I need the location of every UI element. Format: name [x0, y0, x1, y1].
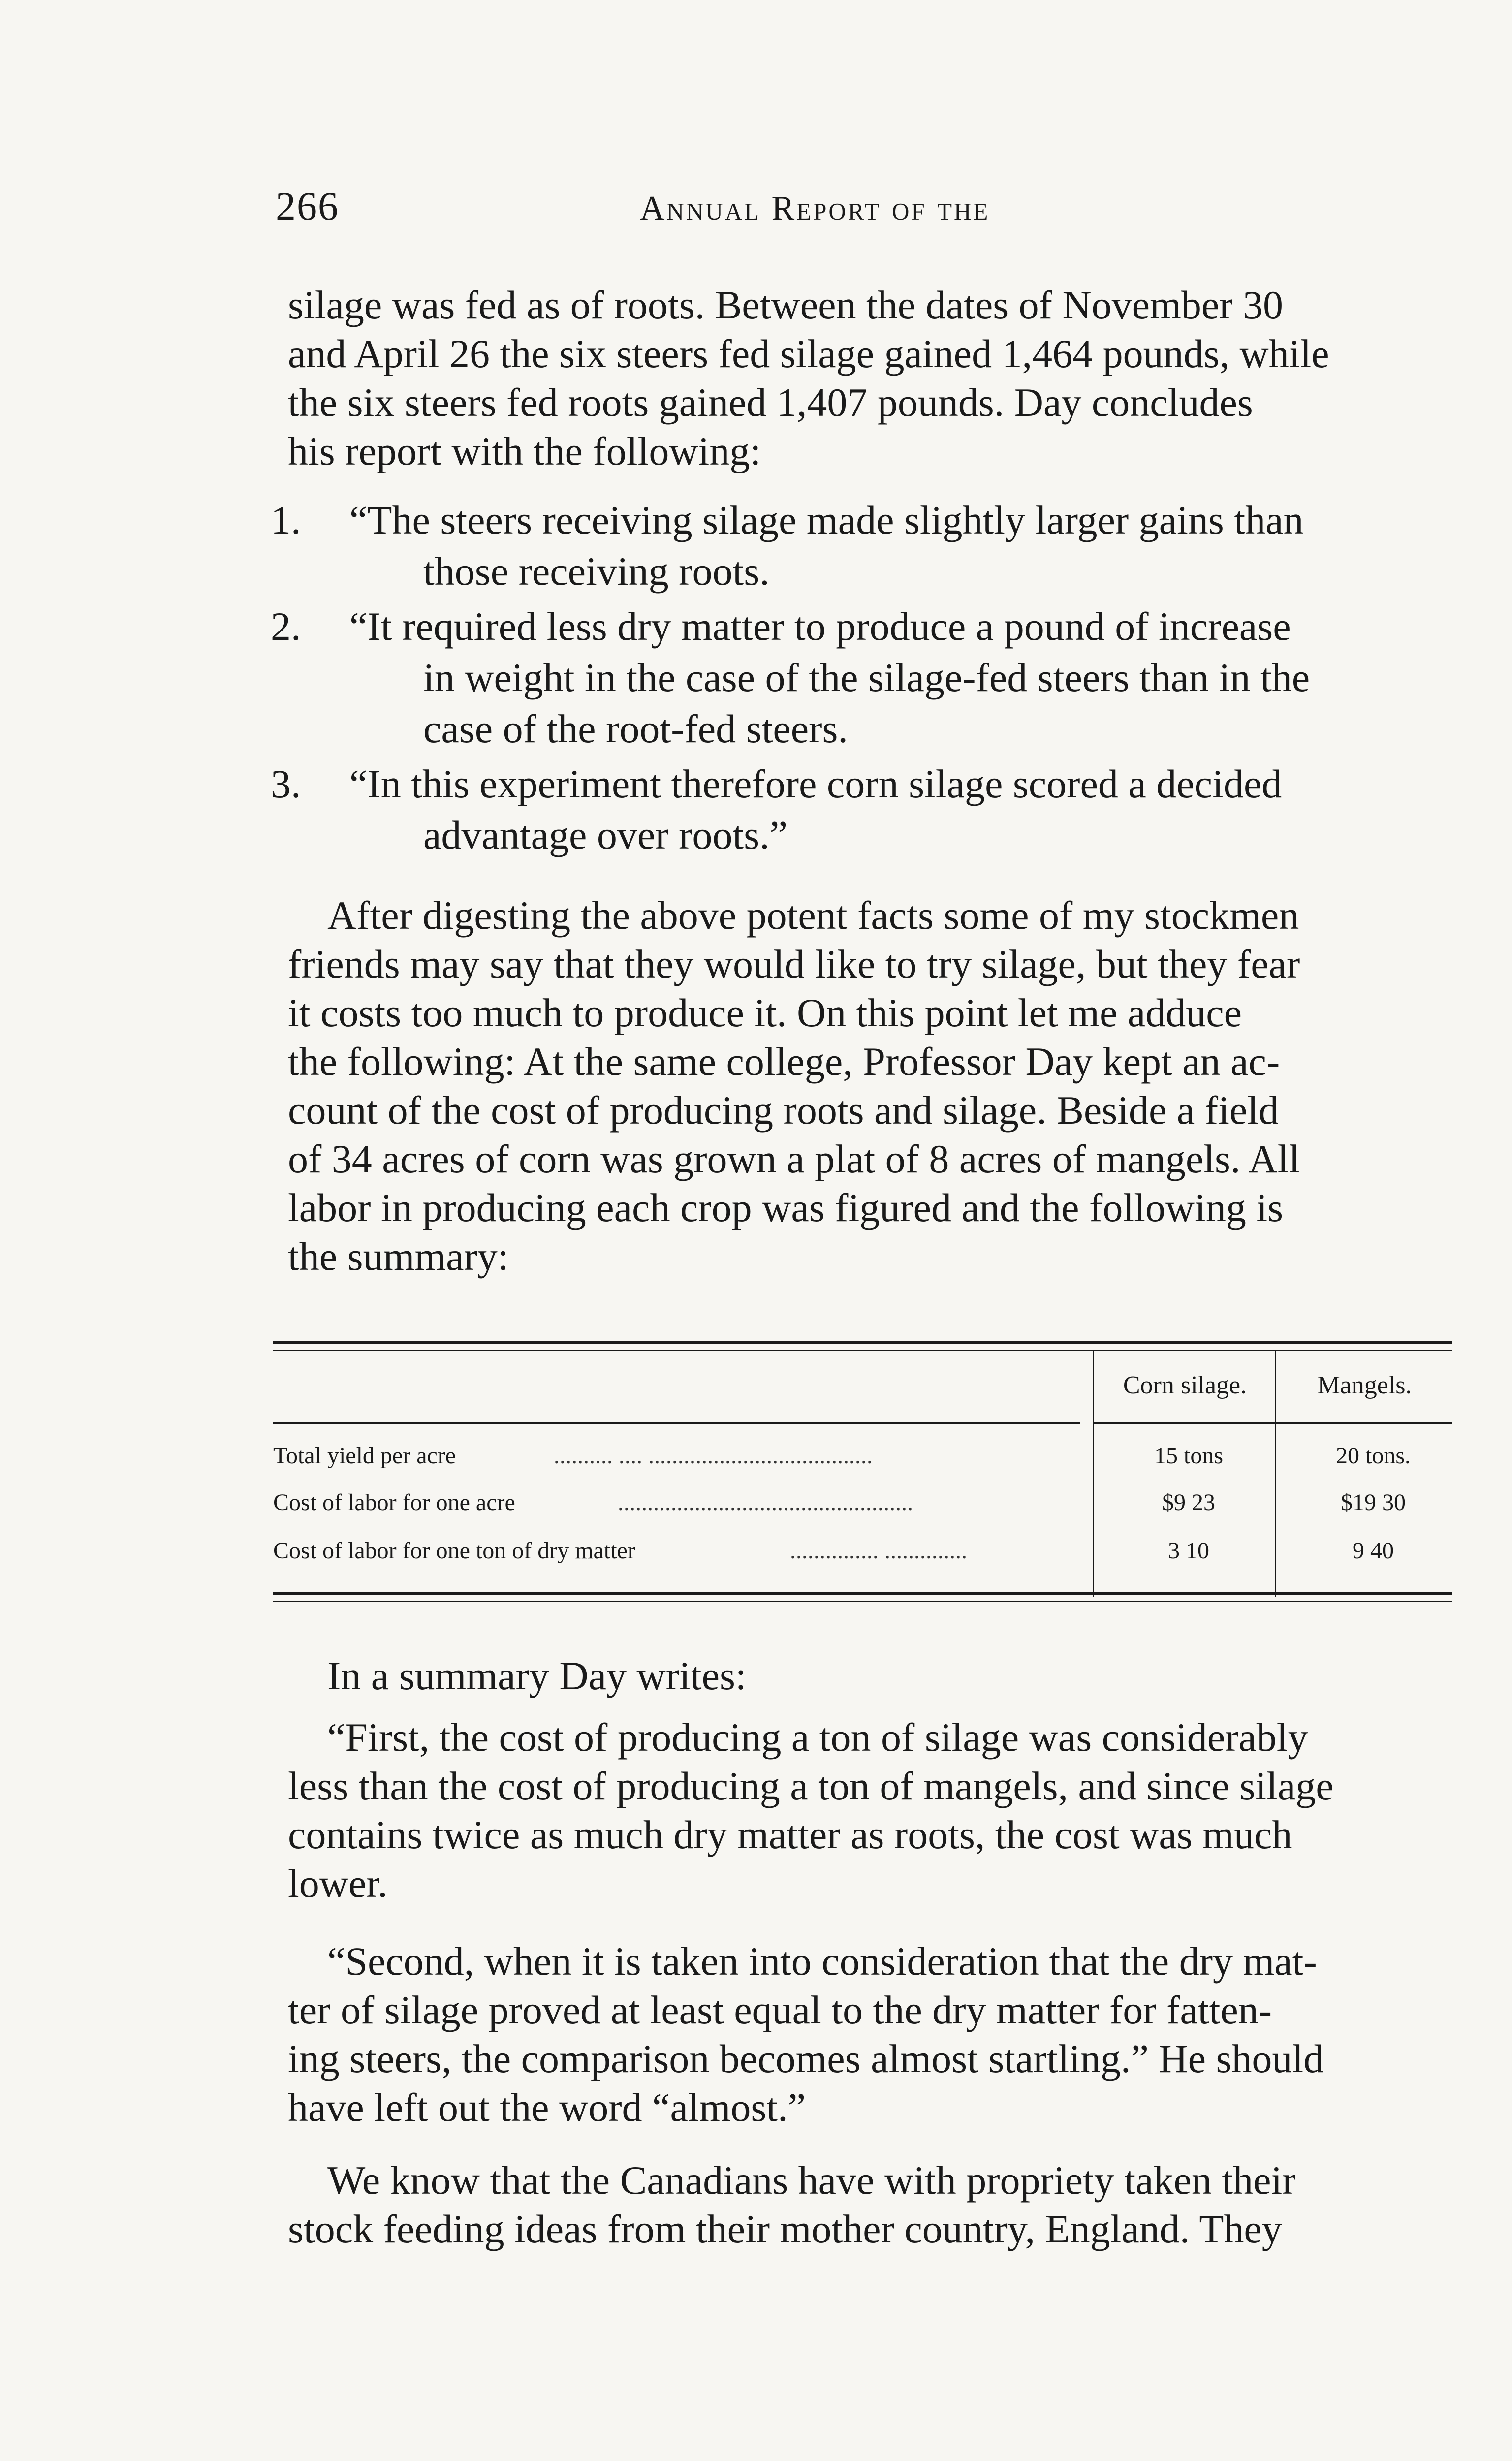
text-line: his report with the following: — [288, 429, 761, 473]
text-line: have left out the word “almost.” — [288, 2085, 806, 2130]
text-line: labor in producing each crop was figured and the following is — [288, 1185, 1284, 1230]
table-top-rule — [273, 1341, 1452, 1351]
table-row — [273, 1537, 1452, 1577]
dot-leader: .......... .... ...................................... — [554, 1443, 873, 1469]
text-line: count of the cost of producing roots and silage. Beside a field — [288, 1088, 1279, 1133]
list-number: 2. — [271, 604, 301, 649]
mangels-value: 9 40 — [1353, 1538, 1394, 1564]
text-line: case of the root-fed steers. — [423, 706, 848, 751]
table-row — [273, 1489, 1452, 1528]
mangels-value: 20 tons. — [1335, 1443, 1411, 1469]
text-line: ter of silage proved at least equal to the dry matter for fatten- — [288, 1988, 1272, 2032]
column-header-corn-silage: Corn silage. — [1123, 1371, 1247, 1399]
text-line: less than the cost of producing a ton of mangels, and since silage — [288, 1764, 1334, 1808]
text-line: “The steers receiving silage made slightly larger gains than — [349, 498, 1304, 542]
list-text — [349, 758, 1462, 861]
text-line: lower. — [288, 1861, 388, 1906]
table-row — [273, 1442, 1452, 1482]
text-line: “First, the cost of producing a ton of silage was considerably — [327, 1715, 1308, 1760]
text-line: and April 26 the six steers fed silage gained 1,464 pounds, while — [288, 331, 1329, 376]
list-item — [266, 601, 1462, 755]
text-line: We know that the Canadians have with propriety taken their — [327, 2158, 1296, 2203]
running-title: Annual Report of the — [640, 189, 990, 227]
dot-leader: ............... .............. — [790, 1538, 967, 1564]
cost-paragraph — [288, 891, 1462, 1281]
corn-silage-value: $9 23 — [1162, 1489, 1215, 1515]
corn-silage-value: 15 tons — [1154, 1443, 1223, 1469]
text-line: those receiving roots. — [423, 549, 770, 594]
second-quote-paragraph — [288, 1937, 1462, 2132]
text-line: of 34 acres of corn was grown a plat of 8 acres of mangels. All — [288, 1136, 1300, 1181]
running-head — [276, 183, 1462, 237]
cost-summary-table — [273, 1341, 1452, 1612]
page-number: 266 — [276, 184, 339, 228]
list-item — [266, 495, 1462, 597]
text-line: ing steers, the comparison becomes almost startling.” He should — [288, 2036, 1324, 2081]
row-label: Cost of labor for one acre — [273, 1489, 515, 1515]
closing-paragraph — [288, 2156, 1462, 2253]
text-line: the summary: — [288, 1234, 509, 1279]
text-line: In a summary Day writes: — [327, 1653, 747, 1698]
text-line: advantage over roots.” — [423, 813, 788, 857]
list-text — [349, 601, 1462, 755]
text-line: silage was fed as of roots. Between the dates of November 30 — [288, 283, 1284, 327]
text-line: “Second, when it is taken into consideration that the dry mat- — [327, 1939, 1317, 1984]
conclusions-list — [266, 495, 1462, 865]
dot-leader: .................................................. — [618, 1489, 913, 1515]
text-line: After digesting the above potent facts some of my stockmen — [327, 893, 1299, 938]
text-line: the following: At the same college, Professor Day kept an ac- — [288, 1039, 1280, 1084]
column-header-mangels: Mangels. — [1317, 1371, 1412, 1399]
corn-silage-value: 3 10 — [1168, 1538, 1209, 1564]
first-quote-paragraph — [288, 1713, 1462, 1908]
text-line: it costs too much to produce it. On this point let me adduce — [288, 990, 1242, 1035]
header-rule — [1093, 1422, 1452, 1424]
text-line: “It required less dry matter to produce a pound of increase — [349, 604, 1291, 649]
row-label: Total yield per acre — [273, 1443, 456, 1469]
mangels-value: $19 30 — [1341, 1489, 1406, 1515]
text-line: stock feeding ideas from their mother country, England. They — [288, 2207, 1282, 2251]
text-line: in weight in the case of the silage-fed steers than in the — [423, 655, 1310, 700]
list-text — [349, 495, 1462, 597]
intro-paragraph — [288, 281, 1462, 475]
header-rule — [273, 1422, 1080, 1424]
list-number: 1. — [271, 498, 301, 542]
row-label: Cost of labor for one ton of dry matter — [273, 1538, 635, 1564]
text-line: the six steers fed roots gained 1,407 pounds. Day concludes — [288, 380, 1253, 425]
list-number: 3. — [271, 761, 301, 806]
table-bottom-rule — [273, 1592, 1452, 1602]
text-line: friends may say that they would like to try silage, but they fear — [288, 942, 1300, 986]
text-line: contains twice as much dry matter as roots, the cost was much — [288, 1812, 1292, 1857]
summary-intro — [288, 1651, 1462, 1700]
list-item — [266, 758, 1462, 861]
text-line: “In this experiment therefore corn silage scored a decided — [349, 761, 1282, 806]
